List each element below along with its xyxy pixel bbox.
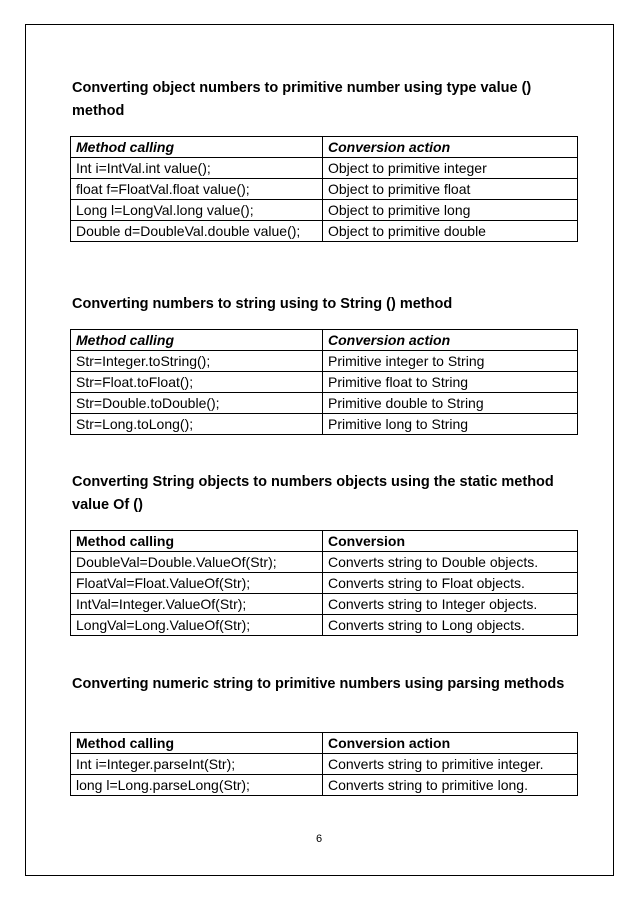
header-conversion-action: Conversion action (323, 330, 578, 351)
header-method-calling: Method calling (71, 733, 323, 754)
method-cell: Str=Float.toFloat(); (71, 372, 323, 393)
method-cell: DoubleVal=Double.ValueOf(Str); (71, 552, 323, 573)
method-cell: long l=Long.parseLong(Str); (71, 775, 323, 796)
method-cell: Str=Double.toDouble(); (71, 393, 323, 414)
conversion-cell: Object to primitive double (323, 221, 578, 242)
conversion-cell: Primitive integer to String (323, 351, 578, 372)
conversion-cell: Primitive float to String (323, 372, 578, 393)
conversion-cell: Primitive long to String (323, 414, 578, 435)
table-row (71, 754, 578, 775)
conversion-cell: Converts string to primitive long. (323, 775, 578, 796)
table-row (71, 573, 578, 594)
section-1-heading: Converting object numbers to primitive number using type value () method (72, 80, 532, 119)
table-row (71, 221, 578, 242)
conversion-cell: Converts string to Float objects. (323, 573, 578, 594)
table-header-row (71, 531, 578, 552)
header-method-calling: Method calling (71, 330, 323, 351)
table-header-row (71, 137, 578, 158)
conversion-cell: Primitive double to String (323, 393, 578, 414)
section-1-table (70, 136, 578, 242)
conversion-cell: Converts string to Double objects. (323, 552, 578, 573)
table-row (71, 372, 578, 393)
method-cell: Double d=DoubleVal.double value(); (71, 221, 323, 242)
method-cell: Str=Long.toLong(); (71, 414, 323, 435)
table-row (71, 775, 578, 796)
conversion-cell: Converts string to primitive integer. (323, 754, 578, 775)
table-row (71, 393, 578, 414)
header-method-calling: Method calling (71, 531, 323, 552)
section-2-heading: Converting numbers to string using to String () method (72, 296, 453, 312)
section-2-table (70, 329, 578, 435)
header-conversion-action: Conversion action (323, 137, 578, 158)
method-cell: float f=FloatVal.float value(); (71, 179, 323, 200)
table-header-row (71, 733, 578, 754)
method-cell: IntVal=Integer.ValueOf(Str); (71, 594, 323, 615)
section-4-table (70, 732, 578, 796)
method-cell: Int i=Integer.parseInt(Str); (71, 754, 323, 775)
conversion-cell: Object to primitive float (323, 179, 578, 200)
table-row (71, 594, 578, 615)
table-header-row (71, 330, 578, 351)
table-row (71, 552, 578, 573)
table-row (71, 615, 578, 636)
table-row (71, 158, 578, 179)
conversion-cell: Object to primitive integer (323, 158, 578, 179)
table-row (71, 351, 578, 372)
conversion-cell: Converts string to Long objects. (323, 615, 578, 636)
header-conversion: Conversion (323, 531, 578, 552)
table-row (71, 414, 578, 435)
header-conversion-action: Conversion action (323, 733, 578, 754)
page-number: 6 (315, 833, 323, 845)
section-4-heading: Converting numeric string to primitive numbers using parsing methods (72, 676, 565, 692)
method-cell: Int i=IntVal.int value(); (71, 158, 323, 179)
method-cell: FloatVal=Float.ValueOf(Str); (71, 573, 323, 594)
conversion-cell: Object to primitive long (323, 200, 578, 221)
method-cell: Str=Integer.toString(); (71, 351, 323, 372)
header-method-calling: Method calling (71, 137, 323, 158)
method-cell: Long l=LongVal.long value(); (71, 200, 323, 221)
section-3-table (70, 530, 578, 636)
method-cell: LongVal=Long.ValueOf(Str); (71, 615, 323, 636)
section-3-heading: Converting String objects to numbers objects using the static method value Of () (72, 474, 554, 513)
table-row (71, 179, 578, 200)
conversion-cell: Converts string to Integer objects. (323, 594, 578, 615)
table-row (71, 200, 578, 221)
